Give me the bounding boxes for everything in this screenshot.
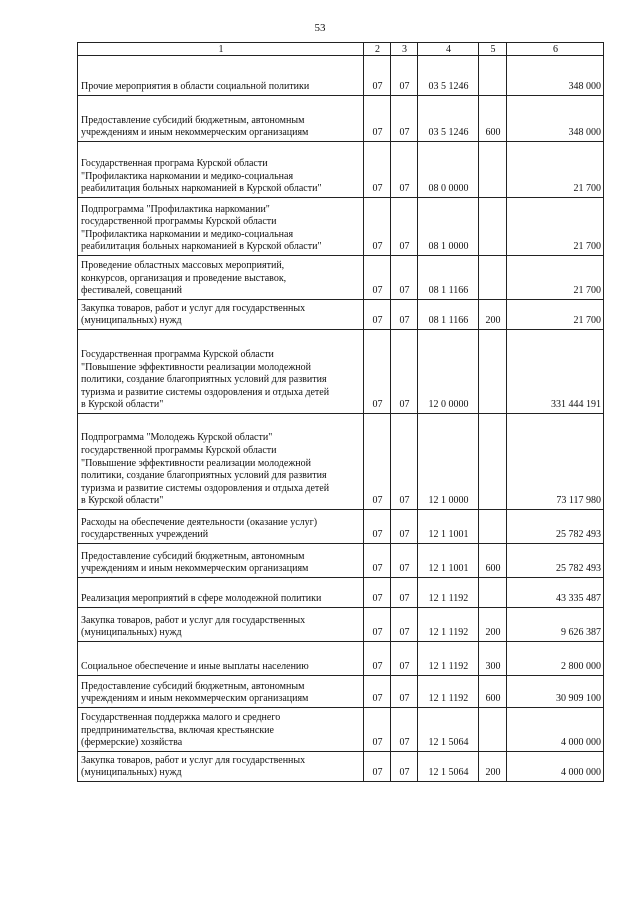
row-name-cell: Прочие мероприятия в области социальной политики xyxy=(78,56,364,96)
table-row xyxy=(78,96,604,142)
row-section-cell: 07 xyxy=(364,510,391,544)
row-section-cell: 07 xyxy=(364,198,391,256)
row-expense-type-cell: 200 xyxy=(479,608,507,642)
row-name-cell: Социальное обеспечение и иные выплаты населению xyxy=(78,642,364,676)
row-name-cell: Реализация мероприятий в сфере молодежной политики xyxy=(78,578,364,608)
row-name-cell: Подпрограмма "Молодежь Курской области" государственной программы Курской области "Повышение эффективности реализации молодежной политики, создание благоприятных условий для развития туризма и развитие системы оздоровления и отдыха детей в Курской области" xyxy=(78,414,364,510)
row-section-cell: 07 xyxy=(364,752,391,782)
row-section-cell: 07 xyxy=(364,544,391,578)
table-row xyxy=(78,330,604,414)
row-name-cell: Предоставление субсидий бюджетным, автономным учреждениям и иным некоммерческим организациям xyxy=(78,676,364,708)
row-name-cell: Закупка товаров, работ и услуг для государственных (муниципальных) нужд xyxy=(78,300,364,330)
row-expense-type-cell xyxy=(479,708,507,752)
row-sum-cell: 4 000 000 xyxy=(507,752,604,782)
row-sum-cell: 21 700 xyxy=(507,256,604,300)
header-cell: 4 xyxy=(418,43,479,56)
row-sum-cell: 21 700 xyxy=(507,198,604,256)
row-sum-cell: 43 335 487 xyxy=(507,578,604,608)
row-sum-cell: 30 909 100 xyxy=(507,676,604,708)
row-expense-type-cell: 200 xyxy=(479,752,507,782)
row-name-cell: Подпрограмма "Профилактика наркомании" государственной программы Курской области "Профилактика наркомании и медико-социальная реабилитация больных наркоманией в Курской области" xyxy=(78,198,364,256)
budget-table xyxy=(77,42,604,782)
row-name-cell: Закупка товаров, работ и услуг для государственных (муниципальных) нужд xyxy=(78,608,364,642)
table-row xyxy=(78,300,604,330)
row-target-code-cell: 08 0 0000 xyxy=(418,142,479,198)
row-subsection-cell: 07 xyxy=(391,544,418,578)
row-expense-type-cell xyxy=(479,56,507,96)
row-target-code-cell: 12 1 0000 xyxy=(418,414,479,510)
row-subsection-cell: 07 xyxy=(391,608,418,642)
table-row xyxy=(78,56,604,96)
row-expense-type-cell xyxy=(479,414,507,510)
table-row xyxy=(78,198,604,256)
row-subsection-cell: 07 xyxy=(391,708,418,752)
row-sum-cell: 348 000 xyxy=(507,96,604,142)
row-subsection-cell: 07 xyxy=(391,256,418,300)
row-target-code-cell: 08 1 0000 xyxy=(418,198,479,256)
row-section-cell: 07 xyxy=(364,96,391,142)
table-row xyxy=(78,608,604,642)
row-expense-type-cell: 600 xyxy=(479,544,507,578)
row-target-code-cell: 03 5 1246 xyxy=(418,96,479,142)
table-row xyxy=(78,414,604,510)
row-sum-cell: 2 800 000 xyxy=(507,642,604,676)
row-name-cell: Расходы на обеспечение деятельности (оказание услуг) государственных учреждений xyxy=(78,510,364,544)
row-subsection-cell: 07 xyxy=(391,142,418,198)
row-sum-cell: 25 782 493 xyxy=(507,510,604,544)
row-expense-type-cell: 600 xyxy=(479,676,507,708)
row-target-code-cell: 12 1 1192 xyxy=(418,608,479,642)
row-expense-type-cell: 200 xyxy=(479,300,507,330)
header-cell: 3 xyxy=(391,43,418,56)
row-subsection-cell: 07 xyxy=(391,330,418,414)
row-section-cell: 07 xyxy=(364,300,391,330)
row-target-code-cell: 12 0 0000 xyxy=(418,330,479,414)
header-cell: 5 xyxy=(479,43,507,56)
table-row xyxy=(78,544,604,578)
row-subsection-cell: 07 xyxy=(391,676,418,708)
row-sum-cell: 4 000 000 xyxy=(507,708,604,752)
row-subsection-cell: 07 xyxy=(391,96,418,142)
table-row xyxy=(78,256,604,300)
row-name-cell: Предоставление субсидий бюджетным, автономным учреждениям и иным некоммерческим организациям xyxy=(78,544,364,578)
row-target-code-cell: 12 1 1001 xyxy=(418,510,479,544)
row-section-cell: 07 xyxy=(364,578,391,608)
table-row xyxy=(78,752,604,782)
row-section-cell: 07 xyxy=(364,56,391,96)
table-header-row xyxy=(78,43,604,56)
header-cell: 2 xyxy=(364,43,391,56)
row-expense-type-cell xyxy=(479,510,507,544)
header-cell: 6 xyxy=(507,43,604,56)
row-target-code-cell: 03 5 1246 xyxy=(418,56,479,96)
row-sum-cell: 348 000 xyxy=(507,56,604,96)
row-expense-type-cell xyxy=(479,198,507,256)
row-target-code-cell: 12 1 5064 xyxy=(418,752,479,782)
page-number: 53 xyxy=(314,22,326,34)
row-section-cell: 07 xyxy=(364,330,391,414)
row-expense-type-cell: 600 xyxy=(479,96,507,142)
row-section-cell: 07 xyxy=(364,142,391,198)
header-cell: 1 xyxy=(78,43,364,56)
table-row xyxy=(78,142,604,198)
row-subsection-cell: 07 xyxy=(391,510,418,544)
row-subsection-cell: 07 xyxy=(391,752,418,782)
row-sum-cell: 9 626 387 xyxy=(507,608,604,642)
table-row xyxy=(78,708,604,752)
row-subsection-cell: 07 xyxy=(391,578,418,608)
row-target-code-cell: 12 1 1192 xyxy=(418,578,479,608)
table-row xyxy=(78,676,604,708)
row-expense-type-cell xyxy=(479,256,507,300)
row-target-code-cell: 12 1 5064 xyxy=(418,708,479,752)
table-row xyxy=(78,578,604,608)
row-subsection-cell: 07 xyxy=(391,642,418,676)
row-name-cell: Государственная поддержка малого и среднего предпринимательства, включая крестьянские (фермерские) хозяйства xyxy=(78,708,364,752)
row-name-cell: Проведение областных массовых мероприятий, конкурсов, организация и проведение выставок, фестивалей, совещаний xyxy=(78,256,364,300)
row-target-code-cell: 12 1 1192 xyxy=(418,676,479,708)
row-sum-cell: 331 444 191 xyxy=(507,330,604,414)
table-row xyxy=(78,510,604,544)
row-subsection-cell: 07 xyxy=(391,198,418,256)
row-section-cell: 07 xyxy=(364,608,391,642)
row-expense-type-cell xyxy=(479,142,507,198)
row-sum-cell: 73 117 980 xyxy=(507,414,604,510)
row-name-cell: Государственная програма Курской области "Профилактика наркомании и медико-социальная реабилитация больных наркоманией в Курской области" xyxy=(78,142,364,198)
row-sum-cell: 21 700 xyxy=(507,142,604,198)
row-target-code-cell: 12 1 1192 xyxy=(418,642,479,676)
row-target-code-cell: 08 1 1166 xyxy=(418,256,479,300)
row-target-code-cell: 08 1 1166 xyxy=(418,300,479,330)
row-name-cell: Государственная программа Курской области "Повышение эффективности реализации молодежной политики, создание благоприятных условий для развития туризма и развитие системы оздоровления и отдыха детей в Курской области" xyxy=(78,330,364,414)
row-section-cell: 07 xyxy=(364,676,391,708)
row-subsection-cell: 07 xyxy=(391,414,418,510)
row-target-code-cell: 12 1 1001 xyxy=(418,544,479,578)
row-name-cell: Закупка товаров, работ и услуг для государственных (муниципальных) нужд xyxy=(78,752,364,782)
row-section-cell: 07 xyxy=(364,256,391,300)
table-row xyxy=(78,642,604,676)
row-name-cell: Предоставление субсидий бюджетным, автономным учреждениям и иным некоммерческим организациям xyxy=(78,96,364,142)
row-sum-cell: 25 782 493 xyxy=(507,544,604,578)
row-expense-type-cell: 300 xyxy=(479,642,507,676)
row-section-cell: 07 xyxy=(364,708,391,752)
row-section-cell: 07 xyxy=(364,414,391,510)
row-subsection-cell: 07 xyxy=(391,300,418,330)
row-expense-type-cell xyxy=(479,330,507,414)
row-subsection-cell: 07 xyxy=(391,56,418,96)
row-section-cell: 07 xyxy=(364,642,391,676)
row-sum-cell: 21 700 xyxy=(507,300,604,330)
row-expense-type-cell xyxy=(479,578,507,608)
